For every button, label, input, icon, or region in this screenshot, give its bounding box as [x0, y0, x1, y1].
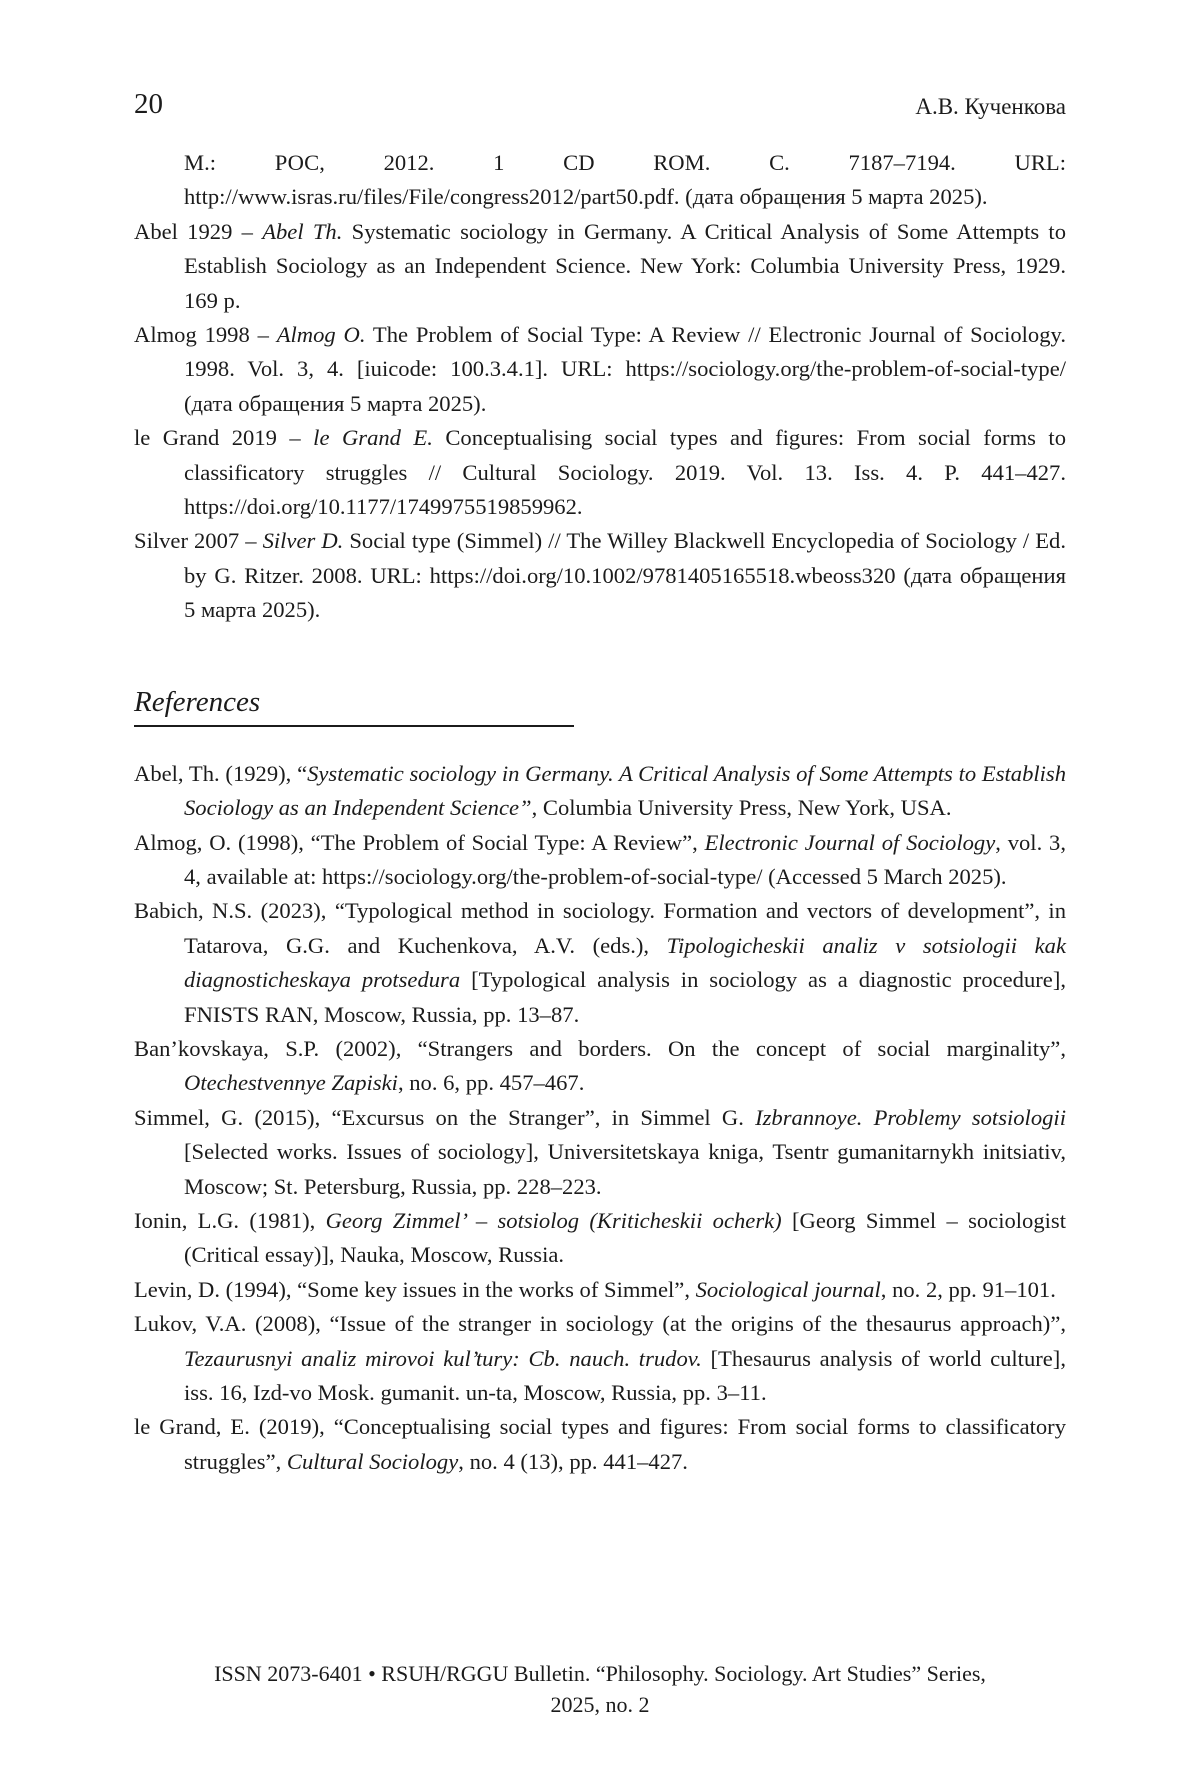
- reference-entry: [134, 421, 1066, 524]
- footer-line-1: ISSN 2073-6401 • RSUH/RGGU Bulletin. “Philosophy. Sociology. Art Studies” Series,: [134, 1658, 1066, 1689]
- reference-italic-text: Cultural Sociology: [287, 1449, 458, 1474]
- reference-entry: [134, 1101, 1066, 1204]
- page-header: [134, 88, 1066, 128]
- reference-text: le Grand 2019 –: [134, 425, 313, 450]
- reference-italic-text: Otechestvennye Zapiski: [184, 1070, 398, 1095]
- footer-line-2: 2025, no. 2: [134, 1689, 1066, 1720]
- reference-text: M.: РОС, 2012. 1 CD ROM. С. 7187–7194. URL: http://www.isras.ru/files/File/congress2012/part50.pdf. (дата обращения 5 марта 2025).: [184, 150, 1066, 209]
- reference-text: , no. 4 (13), pp. 441–427.: [458, 1449, 688, 1474]
- reference-entry: [134, 894, 1066, 1032]
- reference-italic-text: Izbrannoye. Problemy sotsiologii: [755, 1105, 1066, 1130]
- reference-italic-text: Silver D.: [263, 528, 344, 553]
- page-footer: [134, 1658, 1066, 1720]
- page: [0, 0, 1200, 1780]
- reference-italic-text: Georg Zimmel’ – sotsiolog (Kriticheskii ocherk): [326, 1208, 782, 1233]
- reference-text: [Selected works. Issues of sociology], Universitetskaya kniga, Tsentr gumanitarnykh initsiativ, Moscow; St. Petersburg, Russia, pp. 228–223.: [184, 1139, 1066, 1198]
- reference-text: The Problem of Social Type: A Review // Electronic Journal of Sociology. 1998. Vol. 3, 4. [iuicode: 100.3.4.1]. URL: https://sociology.org/the-problem-of-social-type/ (дата обращения 5 марта 2025).: [184, 322, 1066, 416]
- reference-text: Silver 2007 –: [134, 528, 263, 553]
- reference-italic-text: le Grand E.: [313, 425, 433, 450]
- reference-text: Ban’kovskaya, S.P. (2002), “Strangers and borders. On the concept of social marginality”,: [134, 1036, 1066, 1061]
- reference-italic-text: Systematic sociology in Germany. A Critical Analysis of Some Attempts to Establish Sociology as an Independent Science”: [184, 761, 1066, 820]
- reference-entry: [134, 318, 1066, 421]
- reference-text: Ionin, L.G. (1981),: [134, 1208, 326, 1233]
- reference-text: Almog, O. (1998), “The Problem of Social Type: A Review”,: [134, 830, 705, 855]
- reference-entry: [134, 1410, 1066, 1479]
- reference-entry: [134, 1307, 1066, 1410]
- reference-italic-text: Abel Th.: [262, 219, 342, 244]
- reference-text: Levin, D. (1994), “Some key issues in the works of Simmel”,: [134, 1277, 696, 1302]
- reference-text: Systematic sociology in Germany. A Critical Analysis of Some Attempts to Establish Sociology as an Independent Science. New York: Columbia University Press, 1929. 169 p.: [184, 219, 1066, 313]
- reference-entry: [134, 215, 1066, 318]
- reference-italic-text: Almog O.: [277, 322, 366, 347]
- references-list: [134, 757, 1066, 1480]
- reference-text: , Columbia University Press, New York, USA.: [532, 795, 952, 820]
- bibliography-list: [134, 215, 1066, 628]
- running-head: А.В. Кученкова: [915, 94, 1066, 120]
- page-number: 20: [134, 88, 163, 121]
- reference-entry: [134, 757, 1066, 826]
- reference-text: Abel, Th. (1929), “: [134, 761, 307, 786]
- reference-entry: [134, 1204, 1066, 1273]
- reference-text: le Grand, E. (2019), “Conceptualising social types and figures: From social forms to classificatory struggles”,: [134, 1414, 1066, 1473]
- reference-entry: [134, 1032, 1066, 1101]
- reference-text: , vol. 3, 4, available at: https://sociology.org/the-problem-of-social-type/ (Accessed 5 March 2025).: [184, 830, 1066, 889]
- bibliography-continuation: [134, 146, 1066, 215]
- reference-continuation: [134, 146, 1066, 215]
- reference-text: Conceptualising social types and figures: From social forms to classificatory struggles // Cultural Sociology. 2019. Vol. 13. Iss. 4. P. 441–427. https://doi.org/10.1177/1749975519859962.: [184, 425, 1066, 519]
- reference-text: Babich, N.S. (2023), “Typological method in sociology. Formation and vectors of development”, in Tatarova, G.G. and Kuchenkova, A.V. (eds.),: [134, 898, 1066, 957]
- reference-entry: [134, 1273, 1066, 1307]
- reference-text: Lukov, V.A. (2008), “Issue of the stranger in sociology (at the origins of the thesaurus approach)”,: [134, 1311, 1066, 1336]
- reference-entry: [134, 524, 1066, 627]
- reference-text: [Georg Simmel – sociologist (Critical essay)], Nauka, Moscow, Russia.: [184, 1208, 1066, 1267]
- page-body: [134, 146, 1066, 1479]
- reference-italic-text: Sociological journal: [696, 1277, 881, 1302]
- reference-text: [Thesaurus analysis of world culture], iss. 16, Izd-vo Mosk. gumanit. un-ta, Moscow, Russia, pp. 3–11.: [184, 1346, 1066, 1405]
- reference-text: [Typological analysis in sociology as a diagnostic procedure], FNISTS RAN, Moscow, Russia, pp. 13–87.: [184, 967, 1066, 1026]
- reference-entry: [134, 826, 1066, 895]
- reference-text: Social type (Simmel) // The Willey Blackwell Encyclopedia of Sociology / Ed. by G. Ritzer. 2008. URL: https://doi.org/10.1002/9781405165518.wbeoss320 (дата обращения 5 марта 2025).: [184, 528, 1066, 622]
- reference-text: , no. 6, pp. 457–467.: [398, 1070, 584, 1095]
- reference-text: Simmel, G. (2015), “Excursus on the Stranger”, in Simmel G.: [134, 1105, 755, 1130]
- reference-italic-text: Tezaurusnyi analiz mirovoi kul’tury: Cb. nauch. trudov.: [184, 1346, 702, 1371]
- references-heading: References: [134, 686, 574, 727]
- reference-text: Abel 1929 –: [134, 219, 262, 244]
- reference-text: Almog 1998 –: [134, 322, 277, 347]
- reference-text: , no. 2, pp. 91–101.: [881, 1277, 1056, 1302]
- reference-italic-text: Electronic Journal of Sociology: [705, 830, 996, 855]
- reference-italic-text: Tipologicheskii analiz v sotsiologii kak diagnosticheskaya protsedura: [184, 933, 1066, 992]
